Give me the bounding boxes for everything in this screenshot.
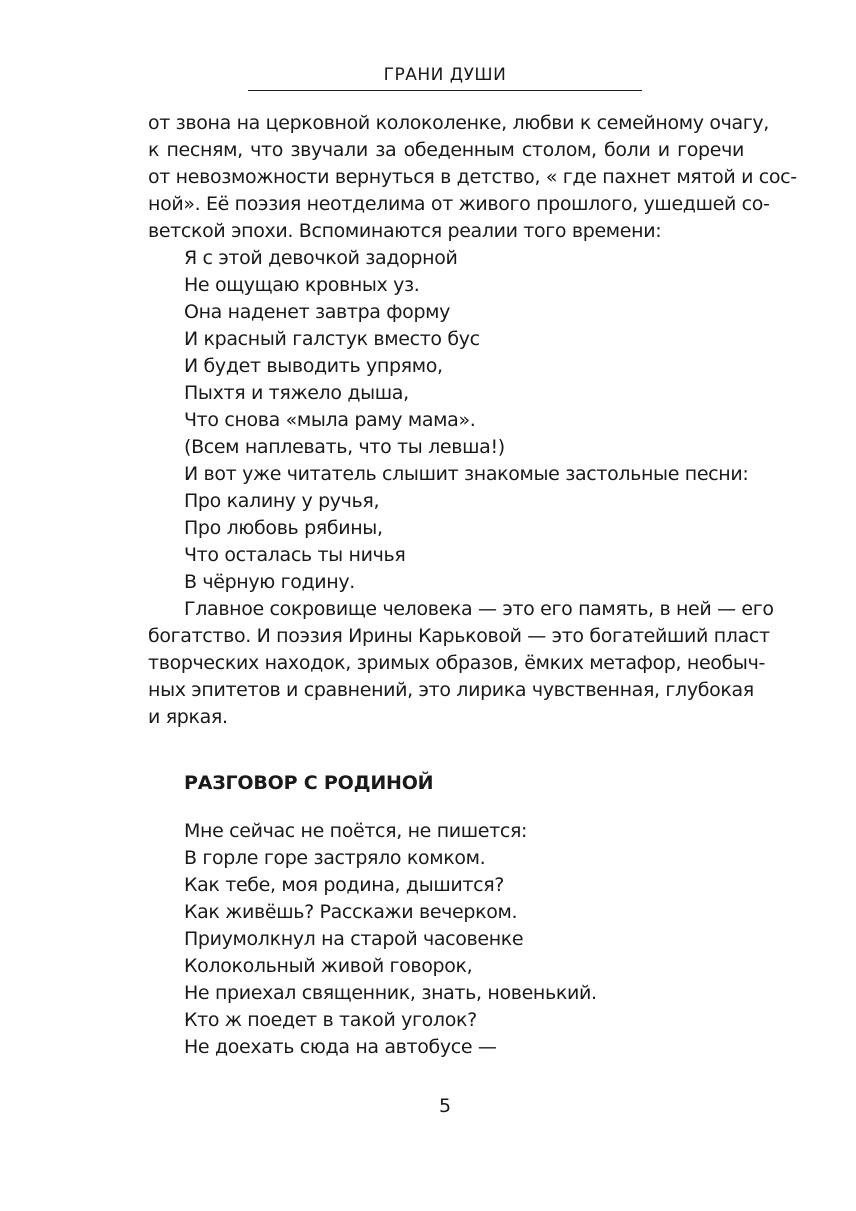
paragraph-line: богатство. И поэзия Ирины Карьковой — это богатейший пласт — [148, 625, 770, 647]
paragraph-line: Главное сокровище человека — это его память, в ней — его — [184, 598, 774, 620]
paragraph-line: ных эпитетов и сравнений, это лирика чувственная, глубокая — [148, 679, 754, 701]
section-title: РАЗГОВОР С РОДИНОЙ — [184, 772, 434, 794]
poem-line: В чёрную годину. — [184, 571, 355, 593]
poem-line: Мне сейчас не поётся, не пишется: — [184, 820, 528, 842]
poem-line: Что осталась ты ничья — [184, 544, 406, 566]
poem-line: И красный галстук вместо бус — [184, 328, 480, 350]
poem-line: Не доехать сюда на автобусе — — [184, 1036, 497, 1058]
paragraph-line: ветской эпохи. Вспоминаются реалии того времени: — [148, 220, 662, 242]
poem-line: Не ощущаю кровных уз. — [184, 274, 420, 296]
poem-line: Про любовь рябины, — [184, 517, 383, 539]
poem-line: Про калину у ручья, — [184, 490, 380, 512]
poem-block — [184, 818, 597, 1061]
paragraph-line: ной». Её поэзия неотделима от живого прошлого, ушедшей со- — [148, 193, 770, 215]
body-text — [148, 110, 797, 731]
paragraph-line: к песням, что звучали за обеденным столом, боли и горечи — [148, 139, 744, 161]
poem-line: Приумолкнул на старой часовенке — [184, 928, 524, 950]
running-header: ГРАНИ ДУШИ — [248, 64, 642, 91]
poem-line: (Всем наплевать, что ты левша!) — [184, 436, 505, 458]
poem-line: Что снова «мыла раму мама». — [184, 409, 476, 431]
page-number: 5 — [438, 1095, 452, 1117]
poem-line: Как живёшь? Расскажи вечерком. — [184, 901, 518, 923]
poem-line: Я с этой девочкой задорной — [184, 247, 458, 269]
paragraph-line: от невозможности вернуться в детство, « где пахнет мятой и сос- — [148, 166, 797, 188]
paragraph-line: творческих находок, зримых образов, ёмких метафор, необыч- — [148, 652, 765, 674]
poem-line: Колокольный живой говорок, — [184, 955, 473, 977]
poem-line: Как тебе, моя родина, дышится? — [184, 874, 505, 896]
paragraph-line: от звона на церковной колоколенке, любви к семейному очагу, — [148, 112, 769, 134]
poem-line: Кто ж поедет в такой уголок? — [184, 1009, 477, 1031]
poem-line: Она наденет завтра форму — [184, 301, 451, 323]
poem-line: И будет выводить упрямо, — [184, 355, 443, 377]
poem-line: Не приехал священник, знать, новенький. — [184, 982, 597, 1004]
transition-line: И вот уже читатель слышит знакомые застольные песни: — [184, 463, 749, 485]
poem-line: Пыхтя и тяжело дыша, — [184, 382, 409, 404]
poem-line: В горле горе застряло комком. — [184, 847, 486, 869]
paragraph-line: и яркая. — [148, 706, 228, 728]
